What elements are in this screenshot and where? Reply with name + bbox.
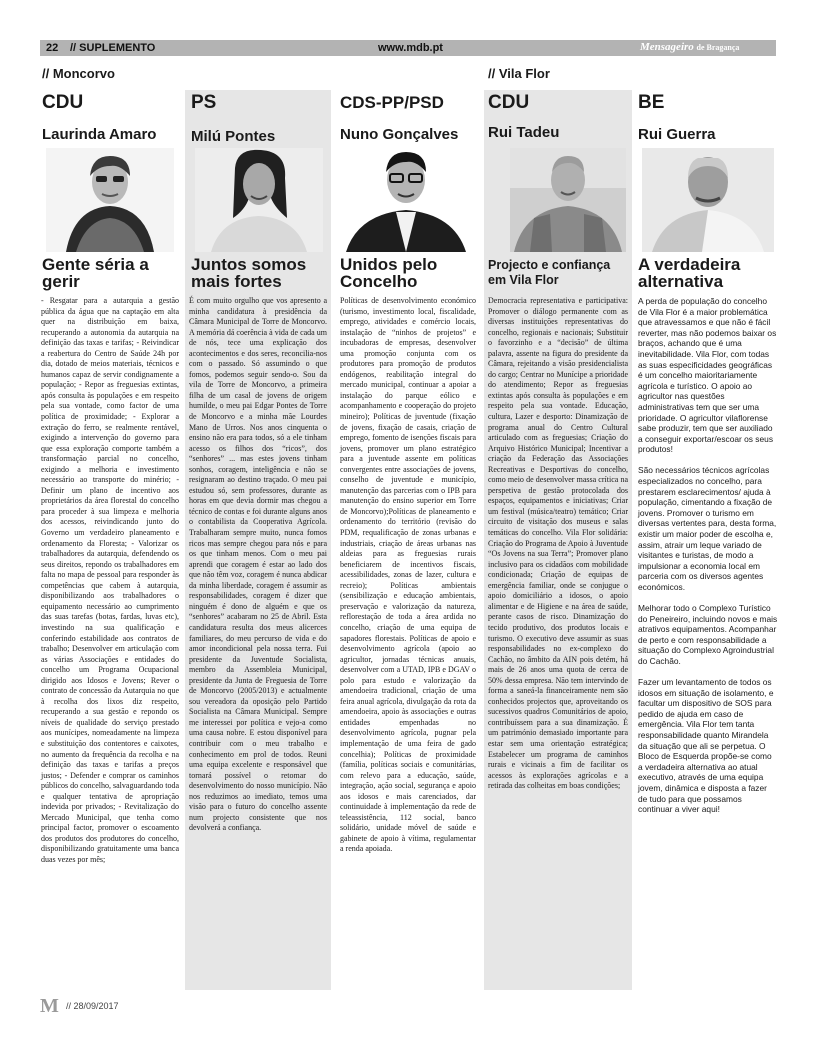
article-text: - Resgatar para a autarquia a gestão pública da água que na captação em alta quer na distribuição em baixa, recuperando a autonomia da autarquia na definição das taxas e tarifas; - Reivindicar a reabertura do Centro de Saúde 24h por dia, dotado de meios materiais, técnicos e humanos capaz de servir condignamente a população; - Repor as freguesias extintas, após consulta às populações e em respeito pela sua vontade, como factor de uma política de proximidade; - Explorar a extração do ferro, se realmente rentável, exigindo a intervenção do governo para que essa exploração comporte também a transformação parcial no concelho, exigindo a melhoria e investimento necessário ao transporte do minério; - Definir um plano de incentivo aos proprietários da área florestal do concelho para proceder à sua limpeza e melhoria dos acessos, reivindicando junto do Governo um verdadeiro planeamento e ordenamento da Floresta; - Valorizar os trabalhadores da autarquia, defendendo os seus direitos, repondo os trabalhadores em falta no mapa de pessoal para responder às competências que cabem à autarquia, disponibilizando aos trabalhadores o equipamento necessário ao cumprimento das suas tarefas (botas, fardas, luvas etc), investindo na sua qualificação e conferindo estabilidade aos contratos de trabalho; Desenvolver em articulação com as várias Associações e entidades do concelho um Programa Ocupacional dirigido aos Idosos e Jovens; Rever o contrato de concessão da Autarquia no que à recolha dos lixos diz respeito, recuperando a sua gestão e repondo os níveis de qualidade do serviço prestado aos munícipes, nomeadamente na limpeza e substituição dos contentores e caixotes, no aumento da frequência da recolha e na definição das taxas e tarifas a preços justos; - Defender e comprar os caminhos públicos do concelho, salvaguardando toda e qualquer tentativa de apropriação indevida por privados; - Revitalização do Mercado Municipal, que tenha como principal factor, promover o escoamento dos produtos dos produtores do concelho, disponibilizando gratuitamente uma banca duas vezes por mês; bbox=[41, 296, 179, 864]
article-text: Políticas de desenvolvimento económico (turismo, investimento local, fiscalidade, emprego, atividades e comércio locais, instalação de “ninhos de projetos” e incubadoras de empresas, desenvolver uma promoção conjunta com os produtores para promoção de produtos endógenos, reabilitação integral do mercado municipal, continuar a apoiar a instalação do parque eólico e acompanhamento e cooperação do projeto mineiro); Políticas de juventude (fixação de jovens, fixação de casais, criação de emprego, fomento de isenções fiscais para jovens, promover um plano estratégico para a juventude assente em políticas convergentes entre associações de jovens, conselho de juventude e município, manutenção das parcerias com o IPB para manutenção do ensino superior em Torre de Moncorvo);Políticas de planeamento e ordenamento do território (revisão do PDM, requalificação de zonas urbanas e industriais, criação de áreas urbanas nas aldeias para as freguesias rurais beneficiarem de incentivos fiscais, acessibilidades, zonas de lazer, cultura e recreio); Políticas ambientais (sensibilização e educação ambientais, preservação e valorização da natureza, reflorestação de toda a área ardida no concelho, criação de uma equipa de sapadores florestais. Políticas de apoio e desenvolvimento agrícola (apoio ao agricultor, jornadas técnicas anuais, desenvolver com a UTAD, IPB e DGAV o polo para estudo e valorização da amendoeira tradicional, criação de uma feira anual agrícola, divulgação da rota da amendoeira, apoio às associações e outras entidades empenhadas no desenvolvimento agrícola, pugnar pela implementação de uma feira de gado concelhia); Políticas de proximidade (família, políticas sociais e comunitárias, com relevo para a educação, saúde, integração, ação social, segurança e apoio aos idosos e mais carenciados, dar continuidade à implementação da rede de teleassistência, 112 social, banco solidário, unidade móvel de saúde e gabinete de apoio à vítima, regulamentar a renda apoiada. bbox=[340, 296, 476, 854]
headline: Unidos pelo Concelho bbox=[340, 255, 438, 291]
candidate-photo bbox=[340, 148, 472, 252]
candidate-name: Nuno Gonçalves bbox=[340, 126, 459, 143]
region-label-moncorvo: // Moncorvo bbox=[42, 66, 115, 81]
page-number: 22 bbox=[46, 42, 59, 54]
candidate-photo bbox=[46, 148, 174, 252]
article-paragraph: São necessários técnicos agrícolas especializados no concelho, para prestarem esclarecimentos/ ajuda à população, cimentando a fixação de jovens. Promover o turismo em diversas vertentes para, desta forma, existir um maior poder de escolha e, assim, atrair um leque variado de visitantes e turistas, de modo a impulsionar a economia local em parceria com os diversos agentes económicos. bbox=[638, 465, 777, 592]
article-paragraph: Fazer um levantamento de todos os idosos em situação de isolamento, e facultar um dispositivo de SOS para pedido de ajuda em caso de emergência. Vila Flor tem tanta responsabilidade quanto Mirandela da situação que ali se perpetua. O Bloco de Esquerda propõe-se como a verdadeira alternativa ao atual executivo, através de uma equipa jovem, dinâmica e disposta a fazer de tudo para que possamos continuar a viver aqui! bbox=[638, 677, 774, 815]
top-bar bbox=[40, 40, 776, 56]
article-paragraph: A perda de população do concelho de Vila Flor é a maior problemática que atravessamos e que não é fácil reverter, mas não podemos baixar os braços, achando que é uma inevitabilidade. Vila Flor, com todas as suas especificidades geográficas é um concelho maioritariamente agrícola e turístico. O apoio ao agricultor nas questões administrativas tem que ser uma prioridade. O agricultor vilaflorense sabe produzir, tem que ser auxiliado a conseguir exportar/escoar os seus produtos! bbox=[638, 296, 777, 455]
article-text: Democracia representativa e participativa: Promover o diálogo permanente com as diversas instituições representativas do concelho, regionais e nacionais; Substituir o favorzinho e a “decisão” de última palavra, assente na figura do presidente da Câmara, rejeitando a visão presidencialista do cargo; Centrar no Munícipe a prioridade do atendimento; Repor as freguesias extintas após consulta às populações e em respeito pela sua vontade. Educação, cultura, Lazer e desporto: Dinamização de programa anual do Centro Cultural articulado com as freguesias; Criação do Arquivo Histórico Municipal; Incentivar a criação da Federação das Associações Recreativas e Desportivas do concelho, como meio de desenvolver massa crítica na perspetiva de gestão protocolada dos espaços, equipamentos e iniciativas; Criar um festival (música/teatro) temático; Criar circuito de visitação dos museus e salas temáticas do concelho. Vila Flor solidária: Criação do Programa de Apoio à Juventude “Os Jovens na sua Terra”; Promover plano inclusivo para os cidadãos com mobilidade condicionada; Criação de equipas de emergência familiar, onde se conjugue o apoio domiciliário a idosos, o apoio alimentar e de Higiene e na área de saúde, perante casos de risco. Dinamização do tecido produtivo, dos produtos locais e turismo. O executivo deve assumir as suas responsabilidades no ex-complexo do Cachão, no âmbito da AIN pois detém, há mais de 26 anos uma quota de cerca de 50% dessa empresa. Não tem intervindo de forma a saneá-la financeiramente nem são conhecidos projectos que, aproveitando os sucessivos quadros Comunitários de apoio, contribuíssem para a sua dinamização. É um património demasiado importante para estar sem uma orientação estratégica; Estabelecer um programa de caminhos rurais e vicinais a fim de facilitar os acessos às explorações agrícolas e a retirada das colheitas em boas condições; bbox=[488, 296, 628, 791]
party-name: PS bbox=[191, 92, 217, 113]
headline: Projecto e confiança em Vila Flor bbox=[488, 258, 611, 287]
candidate-photo bbox=[195, 148, 323, 252]
footer-date: // 28/09/2017 bbox=[66, 1001, 119, 1011]
footer-logo: M bbox=[40, 995, 59, 1017]
party-name: BE bbox=[638, 92, 665, 113]
candidate-photo bbox=[642, 148, 774, 252]
headline: Juntos somos mais fortes bbox=[191, 255, 307, 291]
party-name: CDU bbox=[488, 92, 530, 113]
candidate-column-cdu-vila-flor bbox=[484, 90, 632, 990]
candidate-column-cds-psd-moncorvo bbox=[334, 90, 480, 990]
section-label: // SUPLEMENTO bbox=[70, 42, 156, 54]
candidate-photo bbox=[510, 148, 626, 252]
region-label-vila-flor: // Vila Flor bbox=[488, 66, 550, 81]
brand-logo: Mensageiro de Bragança bbox=[640, 41, 740, 53]
candidate-name: Rui Guerra bbox=[638, 126, 716, 143]
candidate-column-ps-moncorvo bbox=[185, 90, 331, 990]
candidate-name: Milú Pontes bbox=[191, 128, 276, 145]
candidate-name: Laurinda Amaro bbox=[42, 126, 157, 143]
headline: A verdadeira alternativa bbox=[638, 255, 741, 291]
article-text: É com muito orgulho que vos apresento a minha candidatura à presidência da Câmara Municipal de Torre de Moncorvo. A memória dá coerência à vida de cada um de nós, tece uma explicação dos acontecimentos e dos seres, reconcilia-nos com o passado. Só assumindo o que fomos, podemos seguir sendo-o. Sou da vila de Torre de Moncorvo, a primeira filha de um casal de jovens de origem humilde, o meu pai Edgar Pontes de Torre de Moncorvo e a minha mãe Lourdes Mano de Urros. Nos anos cinquenta o ensino não era para todos, só a ele tinham acesso os filhos dos “ricos”, dos “senhores” ... mas estes jovens tinham sonhos, coragem, inteligência e não se resignaram ao destino traçado. O meu pai estudou só, sem professores, durante as horas em que devia dormir mas chegou a técnico de contas e foi durante alguns anos o contabilista da Cooperativa Agrícola. Trabalharam sempre muito, nunca fomos ricos mas sempre chegou para nós e para os que tinham menos. Com o meu pai aprendi que coragem é estar ao lado dos que não têm voz, coragem é nunca abdicar da minha liberdade, coragem é assumir as responsabilidades, coragem é dizer que ninguém é dono de alguém e que os “senhores” acabaram no 25 de Abril. Esta candidatura resulta dos meus alicerces familiares, do meu percurso de vida e do amor incondicional pela nossa terra. Fui presidente da Juventude Socialista, membro da Assembleia Municipal, presidente da Junta de Freguesia de Torre de Moncorvo (2005/2013) e actualmente sou vereadora da oposição pelo Partido Socialista na Câmara Municipal. Sempre me interessei por política e vejo-a como uma causa nobre. E estou disponível para contribuir com o meu trabalho e conhecimento em prol de todos. Reuni uma equipa excelente e responsável que tornará possível o retomar do desenvolvimento do nosso município. Não nos reduzimos ao imediato, temos uma visão para o futuro do concelho assente num projecto consistente que nos devolverá a confiança. bbox=[189, 296, 327, 833]
party-name: CDU bbox=[42, 92, 84, 113]
footer bbox=[40, 995, 119, 1017]
article-text bbox=[638, 296, 778, 815]
party-name: CDS-PP/PSD bbox=[340, 93, 444, 112]
candidate-name: Rui Tadeu bbox=[488, 124, 560, 141]
candidate-column-be-vila-flor bbox=[636, 90, 780, 990]
article-paragraph: Melhorar todo o Complexo Turístico do Peneireiro, incluindo novos e mais atrativos equipamentos. Acompanhar de perto e com responsabilidade a situação do Complexo Agroindustrial do Cachão. bbox=[638, 603, 778, 666]
website-link[interactable]: www.mdb.pt bbox=[378, 42, 443, 54]
candidate-column-cdu-moncorvo bbox=[38, 90, 182, 990]
headline: Gente séria a gerir bbox=[42, 255, 149, 291]
